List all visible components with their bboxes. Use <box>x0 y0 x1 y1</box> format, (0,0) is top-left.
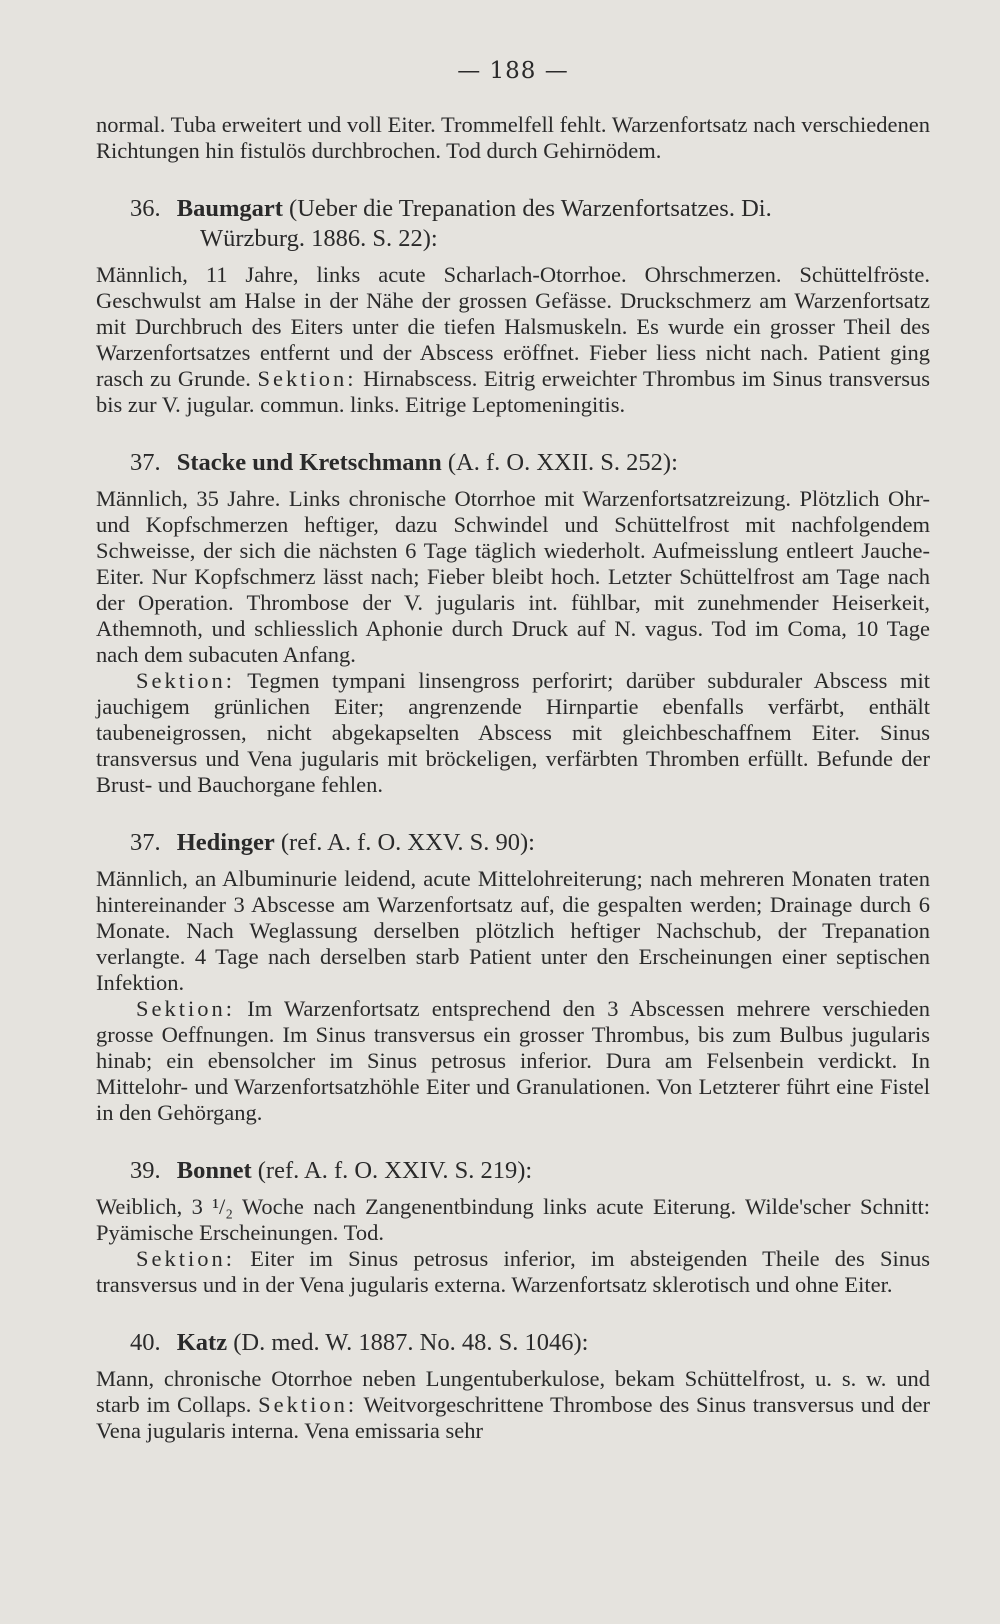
case-entry <box>96 194 930 418</box>
case-body-text: Männlich, 35 Jahre. Links chronische Otorrhoe mit Warzenfortsatzreizung. Plötzlich Ohr- und Kopfschmerzen heftiger, dazu Schwindel und Schüttelfrost mit nachfolgendem Schweisse, der sich die nächsten 6 Tage täglich wiederholt. Aufmeisslung entleert Jauche-Eiter. Nur Kopfschmerz lässt nach; Fieber bleibt hoch. Letzter Schüttelfrost am Tage nach der Operation. Thrombose der V. jugularis int. fühlbar, mit zunehmender Heiserkeit, Athemnoth, und schliesslich Aphonie durch Druck auf N. vagus. Tod im Coma, 10 Tage nach dem subacuten Anfang. <box>96 486 930 667</box>
case-author: Katz <box>176 1329 228 1356</box>
case-citation: (A. f. O. XXII. S. 252): <box>447 449 678 476</box>
case-heading <box>96 828 930 858</box>
case-heading <box>96 1328 930 1358</box>
case-section <box>96 996 930 1126</box>
case-entry <box>96 828 930 1126</box>
section-text: Weitvorgeschrittene Thrombose des Sinus transversus und der Vena jugularis interna. Vena emissaria sehr <box>96 1392 930 1443</box>
case-body <box>96 1366 930 1444</box>
case-citation: (ref. A. f. O. XXV. S. 90): <box>280 829 535 856</box>
case-author: Bonnet <box>176 1157 252 1184</box>
case-heading <box>96 194 930 254</box>
section-text: Eiter im Sinus petrosus inferior, im absteigenden Theile des Sinus transversus und in der Vena jugularis externa. Warzenfortsatz sklerotisch und ohne Eiter. <box>96 1246 930 1297</box>
case-body <box>96 262 930 418</box>
case-citation-continued: Würzburg. 1886. S. 22): <box>200 225 438 252</box>
case-author: Stacke und Kretschmann <box>176 449 442 476</box>
section-label: Sektion: <box>257 366 357 391</box>
case-section <box>96 1246 930 1298</box>
section-text: Tegmen tympani linsengross perforirt; darüber subduraler Abscess mit jauchigem grünlichen Eiter; angrenzende Hirnpartie ebenfalls verfärbt, enthält taubeneigrossen, nicht abgekapselten Abscess mit gleichbeschaffnem Eiter. Sinus transversus und Vena jugularis mit bröckeligen, verfärbten Thromben erfüllt. Befunde der Brust- und Bauchorgane fehlen. <box>96 668 930 797</box>
case-body-text: Männlich, 11 Jahre, links acute Scharlach-Otorrhoe. Ohrschmerzen. Schüttelfröste. Geschwulst am Halse in der Nähe der grossen Gefässe. Druckschmerz am Warzenfortsatz mit Durchbruch des Eiters unter die tiefen Halsmuskeln. Es wurde ein grosser Theil des Warzenfortsatzes entfernt und der Abscess eröffnet. Fieber liess nicht nach. Patient ging rasch zu Grunde. <box>96 262 930 391</box>
section-label: Sektion: <box>136 1246 236 1271</box>
case-body-text: Weiblich, 3 ¹/₂ Woche nach Zangenentbindung links acute Eiterung. Wilde'scher Schnitt: Pyämische Erscheinungen. Tod. <box>96 1194 930 1245</box>
case-section <box>96 668 930 798</box>
case-body-text: Mann, chronische Otorrhoe neben Lungentuberkulose, bekam Schüttelfrost, u. s. w. und starb im Collaps. <box>96 1366 930 1417</box>
case-number: 40. <box>130 1329 161 1356</box>
case-body-text: Männlich, an Albuminurie leidend, acute Mittelohreiterung; nach mehreren Monaten traten hintereinander 3 Abscesse am Warzenfortsatz auf, die gespalten werden; Drainage durch 6 Monate. Nach Weglassung derselben plötzlich heftiger Nachschub, der Trepanation verlangte. 4 Tage nach derselben starb Patient unter den Erscheinungen einer septischen Infektion. <box>96 866 930 995</box>
section-text: Im Warzenfortsatz entsprechend den 3 Abscessen mehrere verschieden grosse Oeffnungen. Im Sinus transversus ein grosser Thrombus, bis zum Bulbus jugularis hinab; ein ebensolcher im Sinus petrosus inferior. Dura am Felsenbein verdickt. In Mittelohr- und Warzenfortsatzhöhle Eiter und Granulationen. Von Letzterer führt eine Fistel in den Gehörgang. <box>96 996 930 1125</box>
case-citation: (D. med. W. 1887. No. 48. S. 1046): <box>233 1329 589 1356</box>
page-number: — 188 — <box>457 58 569 84</box>
case-heading <box>96 1156 930 1186</box>
intro-paragraph: normal. Tuba erweitert und voll Eiter. Trommelfell fehlt. Warzenfortsatz nach verschiedenen Richtungen hin fistulös durchbrochen. Tod durch Gehirnödem. <box>96 112 930 163</box>
case-number: 37. <box>130 449 161 476</box>
case-number: 39. <box>130 1157 161 1184</box>
case-author: Baumgart <box>176 195 283 222</box>
case-author: Hedinger <box>176 829 275 856</box>
section-label: Sektion: <box>136 996 236 1021</box>
section-label: Sektion: <box>258 1392 358 1417</box>
case-entry <box>96 1156 930 1298</box>
case-citation: (ref. A. f. O. XXIV. S. 219): <box>257 1157 533 1184</box>
section-text: Hirnabscess. Eitrig erweichter Thrombus im Sinus transversus bis zur V. jugular. commun. links. Eitrige Leptomeningitis. <box>96 366 931 417</box>
case-entry <box>96 448 930 798</box>
case-heading <box>96 448 930 478</box>
case-number: 37. <box>130 829 161 856</box>
case-citation: (Ueber die Trepanation des Warzenfortsatzes. Di. <box>289 195 772 222</box>
section-label: Sektion: <box>136 668 236 693</box>
case-entry <box>96 1328 930 1444</box>
case-number: 36. <box>130 195 161 222</box>
